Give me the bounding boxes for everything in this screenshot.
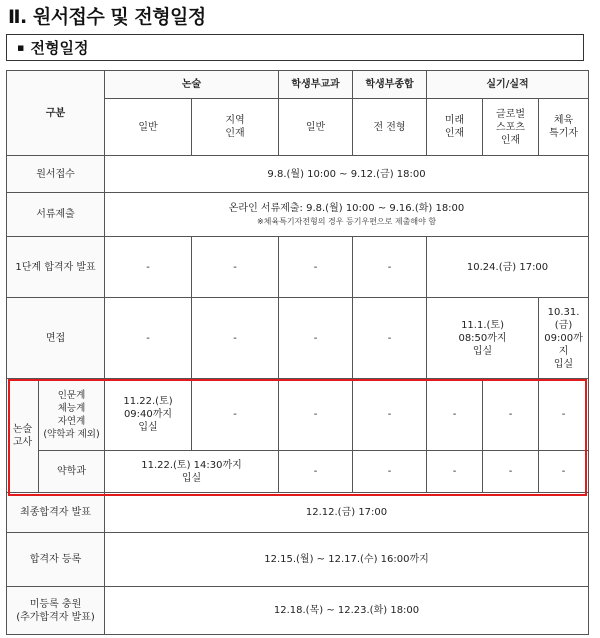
row-value: 12.18.(목) ~ 12.23.(화) 18:00 <box>105 587 589 635</box>
cell-dash: - <box>105 237 192 298</box>
cell-dash: - <box>539 451 589 493</box>
docs-note: ※체육특기자전형의 경우 등기우편으로 제출해야 함 <box>256 216 437 226</box>
section-title: 전형일정 <box>30 39 89 57</box>
docs-value: 온라인 서류제출: 9.8.(월) 10:00 ~ 9.16.(화) 18:00 <box>228 202 465 214</box>
cell-dash: - <box>279 451 353 493</box>
header-jiyeok: 지역 인재 <box>192 99 279 156</box>
row-label: 원서접수 <box>7 156 105 193</box>
header-jonghap: 학생부종합 <box>353 71 427 99</box>
row-value <box>105 193 589 237</box>
cell-dash: - <box>279 298 353 379</box>
row-label: 면접 <box>7 298 105 379</box>
row-exam-2 <box>7 451 589 493</box>
row-apply <box>7 156 589 193</box>
schedule-table <box>6 70 589 635</box>
row-interview <box>7 298 589 379</box>
header-category: 구분 <box>7 71 105 156</box>
interview-cheyuk: 10.31.(금) 09:00까지 입실 <box>539 298 589 379</box>
cell-dash: - <box>427 451 483 493</box>
row-value: 9.8.(월) 10:00 ~ 9.12.(금) 18:00 <box>105 156 589 193</box>
row-label: 미등록 충원 (추가합격자 발표) <box>7 587 105 635</box>
row-label: 서류제출 <box>7 193 105 237</box>
row-extra <box>7 587 589 635</box>
row-label: 1단계 합격자 발표 <box>7 237 105 298</box>
bullet-icon: ▪ <box>17 41 25 54</box>
cell-dash: - <box>353 379 427 451</box>
cell-dash: - <box>353 451 427 493</box>
header-silgi: 실기/실적 <box>427 71 589 99</box>
row-exam-1 <box>7 379 589 451</box>
row-value: 12.15.(월) ~ 12.17.(수) 16:00까지 <box>105 533 589 587</box>
row-value: 12.12.(금) 17:00 <box>105 493 589 533</box>
cell-dash: - <box>483 451 539 493</box>
cell-dash: - <box>192 379 279 451</box>
header-row-1 <box>7 71 589 99</box>
cell-dash: - <box>539 379 589 451</box>
row-register <box>7 533 589 587</box>
header-ilban-1: 일반 <box>105 99 192 156</box>
cell-dash: - <box>353 237 427 298</box>
row-final <box>7 493 589 533</box>
cell-dash: - <box>353 298 427 379</box>
header-mirae: 미래 인재 <box>427 99 483 156</box>
row-docs <box>7 193 589 237</box>
cell-dash: - <box>192 298 279 379</box>
header-global: 글로벌 스포츠 인재 <box>483 99 539 156</box>
header-cheyuk: 체육 특기자 <box>539 99 589 156</box>
header-ilban-2: 일반 <box>279 99 353 156</box>
interview-mirae-global: 11.1.(토) 08:50까지 입실 <box>427 298 539 379</box>
cell-dash: - <box>279 379 353 451</box>
header-hakgyo: 학생부교과 <box>279 71 353 99</box>
exam-sub1-value: 11.22.(토) 09:40까지 입실 <box>105 379 192 451</box>
page-title: Ⅱ. 원서접수 및 전형일정 <box>8 6 206 28</box>
row-label: 최종합격자 발표 <box>7 493 105 533</box>
exam-sub2-label: 약학과 <box>39 451 105 493</box>
header-nonsul: 논술 <box>105 71 279 99</box>
cell-dash: - <box>105 298 192 379</box>
row-label: 합격자 등록 <box>7 533 105 587</box>
cell-dash: - <box>279 237 353 298</box>
exam-sub2-value: 11.22.(토) 14:30까지 입실 <box>105 451 279 493</box>
row-value: 10.24.(금) 17:00 <box>427 237 589 298</box>
header-jeon: 전 전형 <box>353 99 427 156</box>
exam-label: 논술 고사 <box>7 379 39 493</box>
section-header <box>6 34 584 61</box>
cell-dash: - <box>192 237 279 298</box>
row-stage1 <box>7 237 589 298</box>
cell-dash: - <box>427 379 483 451</box>
cell-dash: - <box>483 379 539 451</box>
exam-sub1-label: 인문계 체능계 자연계 (약학과 제외) <box>39 379 105 451</box>
